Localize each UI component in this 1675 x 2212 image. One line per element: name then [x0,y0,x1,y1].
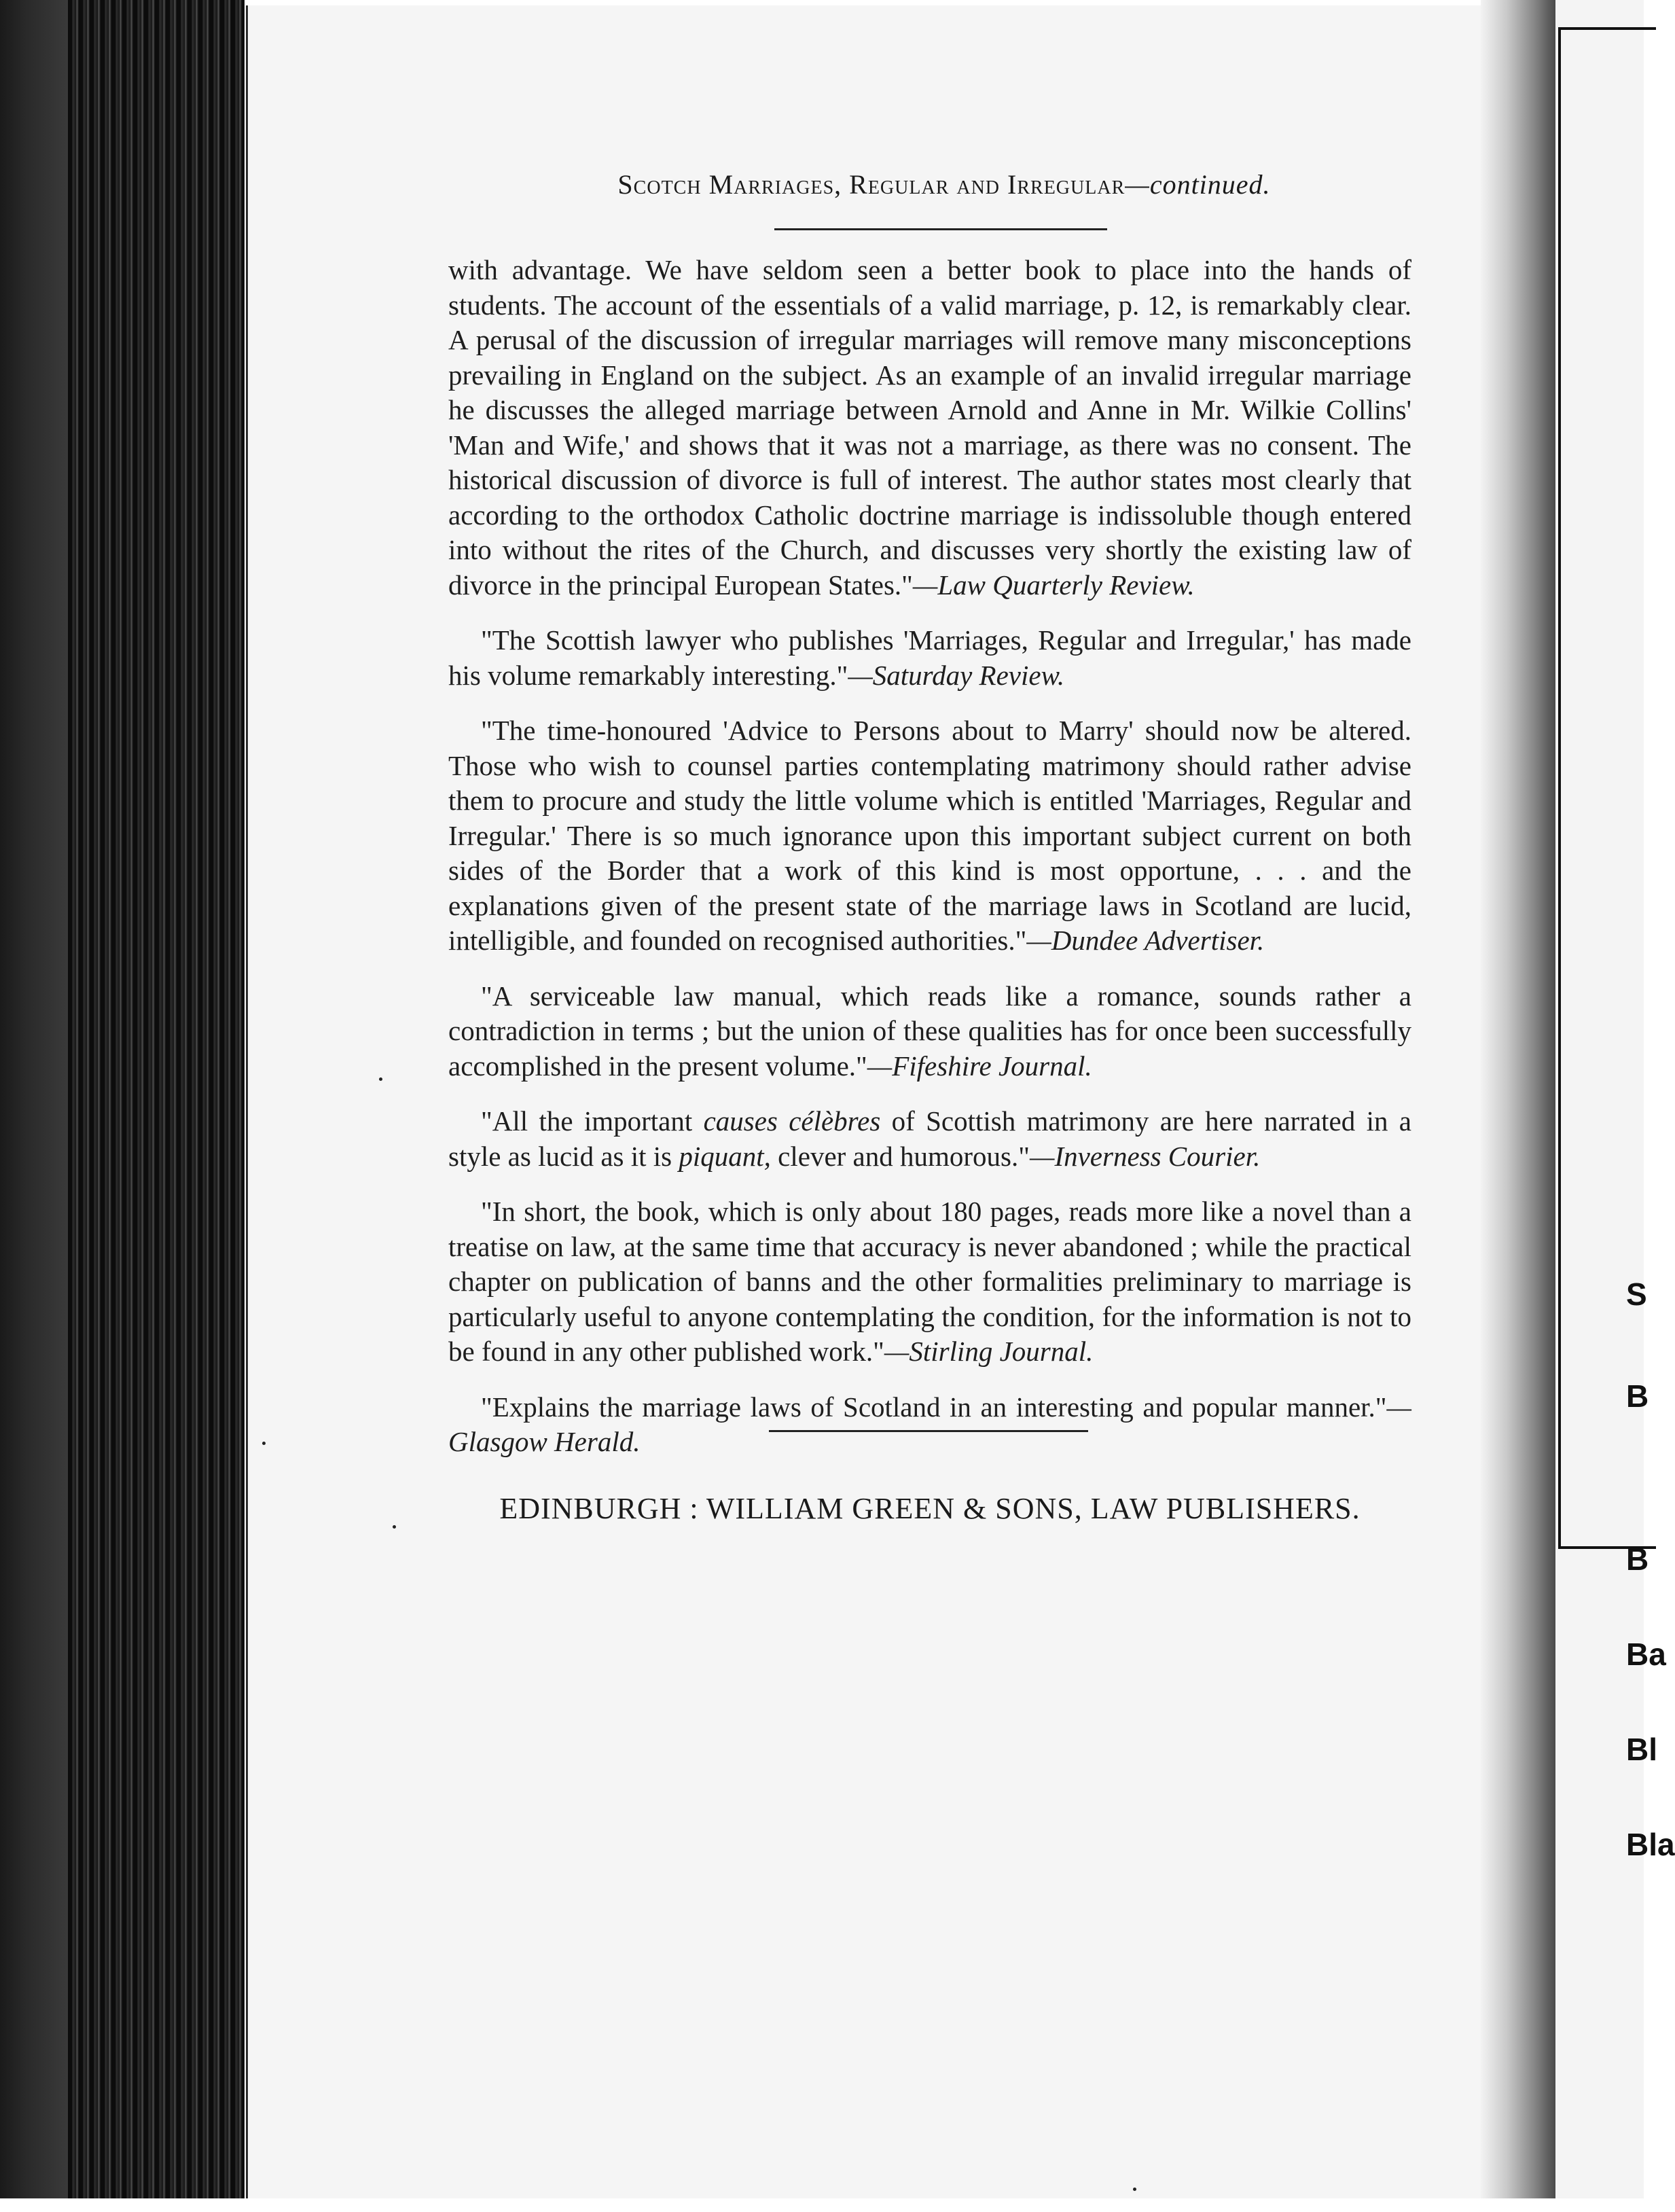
facing-page-letter: Bla [1626,1827,1675,1862]
quotation-paragraph [448,713,1411,959]
heading-continued: —continued. [1125,169,1271,200]
footer-rule [769,1430,1088,1432]
quotation-paragraph [448,623,1411,693]
quotation-text: "Explains the marriage laws of Scotland in an interesting and popular manner." [481,1391,1387,1423]
page-gutter-shadow [1481,0,1555,2212]
facing-page-frame [1558,27,1656,1549]
running-heading [530,168,1358,200]
scan-bottom-margin [0,2198,1644,2212]
quotation-text: with advantage. We have seldom seen a better book to place into the hands of students. The account of the essentials of a valid marriage, p. 12, is remarkably clear. A perusal of the discussion of irregular marriages will remove many misconceptions prevailing in England on the subject. As an example of an invalid irregular marriage he discusses the alleged marriage between Arnold and Anne in Mr. Wilkie Collins' 'Man and Wife,' and shows that it was not a marriage, as there was no consent. The historical discussion of divorce is full of interest. The author states most clearly that according to the orthodox Catholic doctrine marriage is indissoluble though entered into without the rites of the Church, and discusses very shortly the existing law of divorce in the principal European States." [448,254,1411,601]
facing-page-letter: S [1626,1277,1647,1312]
quotation-source: —Glasgow Herald. [448,1391,1411,1457]
quotation-source: —Inverness Courier. [1029,1140,1261,1172]
quotation-text: "The Scottish lawyer who publishes 'Marriages, Regular and Irregular,' has made his volume remarkably interesting." [448,624,1411,691]
facing-page-letter: B [1626,1541,1649,1577]
facing-page-letter: B [1626,1378,1649,1414]
quotation-paragraph [448,253,1411,603]
quotation-text: clever and humorous." [770,1140,1030,1172]
quotation-italic: causes célèbres [703,1105,881,1137]
scan-dark-margin [0,0,68,2212]
quotation-text: "The time-honoured 'Advice to Persons about to Marry' should now be altered. Those who wish to counsel parties contemplating matrimony should rather advise them to procure and study the little volume which is entitled 'Marriages, Regular and Irregular.' There is so much ignorance upon this important subject current on both sides of the Border that a work of this kind is most opportune, . . . and the explanations given of the present state of the marriage laws in Scotland are lucid, intelligible, and founded on recognised authorities." [448,715,1411,956]
heading-rule [774,228,1107,230]
quotation-paragraph [448,1104,1411,1174]
quotation-italic: piquant, [679,1140,771,1172]
quotation-text: of Scottish matrimony are here narrated in a style as lucid as it is [448,1105,1411,1172]
quotation-text: "All the important [481,1105,704,1137]
quotation-source: —Fifeshire Journal. [867,1050,1092,1082]
quotation-paragraph [448,1390,1411,1460]
quotation-source: —Dundee Advertiser. [1026,925,1265,956]
heading-title: Scotch Marriages, Regular and Irregular [617,169,1125,200]
quotation-source: —Law Quarterly Review. [912,569,1195,601]
quotation-source: —Stirling Journal. [884,1336,1094,1367]
facing-page-letter: Ba [1626,1637,1666,1672]
quotation-text: "In short, the book, which is only about 180 pages, reads more like a novel than a treatise on law, at the same time that accuracy is never abandoned ; while the practical chapter on publication of banns and the other formalities preliminary to marriage is particularly useful to anyone contemplating the condition, for the information is not to be found in any other published work." [448,1196,1411,1367]
quotation-source: —Saturday Review. [848,659,1065,691]
quotation-text: "A serviceable law manual, which reads like a romance, sounds rather a contradiction in terms ; but the union of these qualities has for once been successfully accomplished in the present volume." [448,980,1411,1082]
publisher-imprint: EDINBURGH : WILLIAM GREEN & SONS, LAW PUBLISHERS. [499,1492,1361,1525]
facing-page-letter: Bl [1626,1732,1657,1767]
book-spine-edge [68,0,245,2212]
quotation-paragraph [448,1194,1411,1370]
quotation-paragraph [448,979,1411,1084]
review-quotations [448,253,1411,1480]
